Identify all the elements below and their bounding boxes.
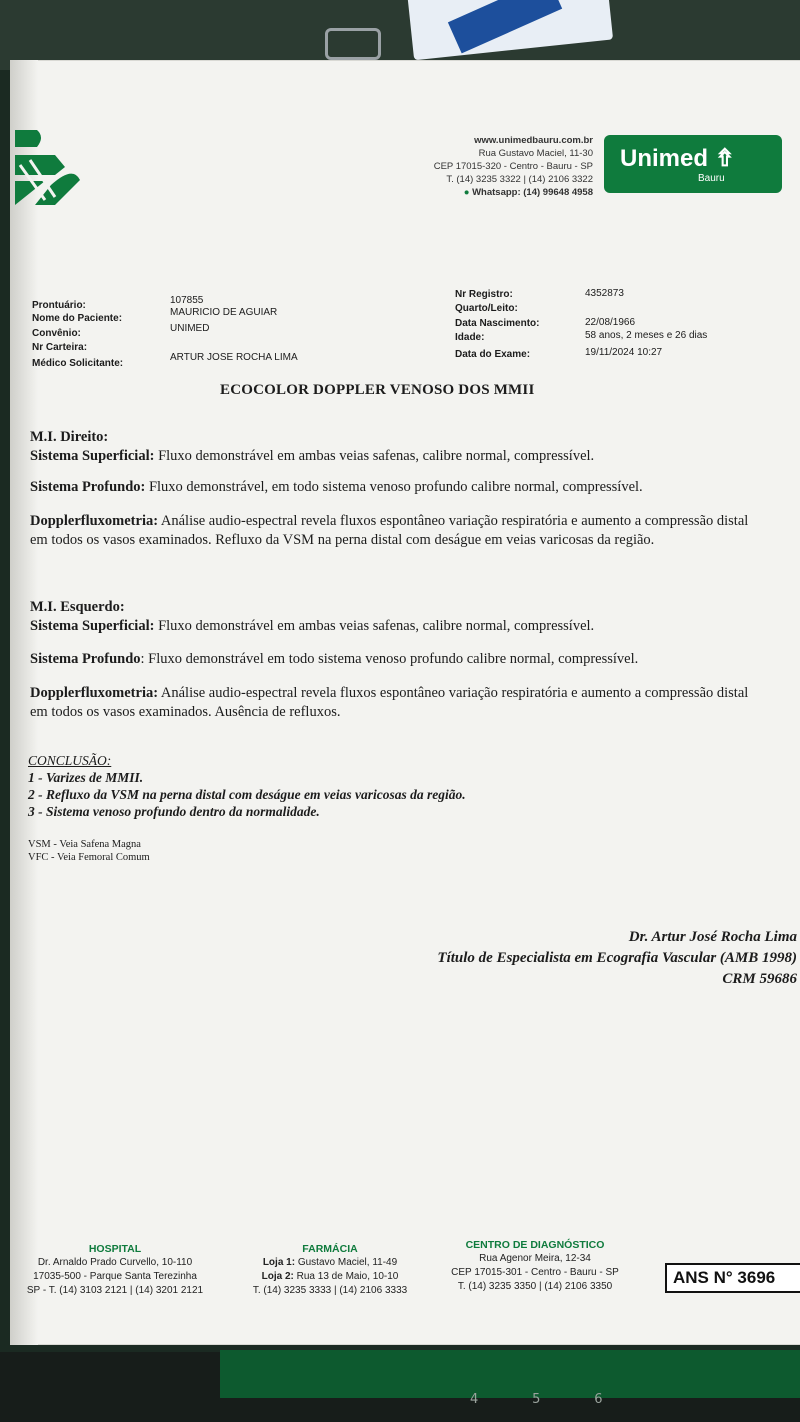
conclusion-heading: CONCLUSÃO: (28, 753, 112, 768)
doctor-title: Título de Especialista em Ecografia Vascular (AMB 1998) (437, 950, 797, 966)
left-deep-system: Sistema Profundo: Fluxo demonstrável em todo sistema venoso profundo calibre normal, compressível. (30, 651, 639, 667)
patient-info-block (10, 60, 800, 380)
header-phones: T. (14) 3235 3322 | (14) 2106 3322 (446, 174, 593, 185)
conclusion-item-2: 2 - Refluxo da VSM na perna distal com deságue em veias varicosas da região. (28, 787, 466, 802)
brand-city: Bauru (698, 173, 725, 184)
convenio-value: UNIMED (170, 323, 210, 334)
right-leg-heading-block (30, 428, 750, 466)
footer-diagnostic-center (435, 1238, 635, 1294)
nome-label: Nome do Paciente: (32, 313, 123, 324)
registro-value: 4352873 (585, 288, 624, 299)
ans-number: ANS N° 3696 (673, 1268, 776, 1287)
idade-value: 58 anos, 2 meses e 26 dias (585, 330, 708, 341)
nome-value: MAURICIO DE AGUIAR (170, 307, 278, 318)
doctor-crm: CRM 59686 (722, 971, 797, 987)
carteira-label: Nr Carteira: (32, 342, 88, 353)
key-6: 6 (594, 1392, 603, 1407)
quarto-label: Quarto/Leito: (455, 303, 518, 314)
pharmacy-line-3: T. (14) 3235 3333 | (14) 2106 3333 (252, 1285, 408, 1296)
pharmacy-title: FARMÁCIA (302, 1243, 358, 1255)
ans-registration-badge (665, 1263, 800, 1293)
pharmacy-line-1: Loja 1: Gustavo Maciel, 11-49 (262, 1257, 398, 1268)
diagnostic-line-2: CEP 17015-301 - Centro - Bauru - SP (451, 1267, 619, 1278)
abbr-vfc: VFC - Veia Femoral Comum (28, 852, 150, 863)
hospital-line-2: 17035-500 - Parque Santa Terezinha (33, 1271, 197, 1282)
header-cep: CEP 17015-320 - Centro - Bauru - SP (433, 161, 593, 172)
left-dopplerfluxometry: Dopplerfluxometria: Análise audio-espectral revela fluxos espontâneo variação respiratória e aumento a compressão distal em todos os vasos examinados. Ausência de refluxos. (30, 685, 749, 720)
prontuario-label: Prontuário: (32, 300, 86, 311)
header-whatsapp: ● Whatsapp: (14) 99648 4958 (463, 187, 593, 198)
idade-label: Idade: (455, 332, 485, 343)
nascimento-value: 22/08/1966 (585, 317, 636, 328)
exame-value: 19/11/2024 10:27 (585, 347, 663, 358)
right-dopplerfluxometry: Dopplerfluxometria: Análise audio-espectral revela fluxos espontâneo variação respiratória e aumento a compressão distal em todos os vasos examinados. Refluxo da VSM na perna distal com deságue em veias varicosas da região. (30, 513, 749, 548)
conclusion-item-1: 1 - Varizes de MMII. (28, 770, 144, 785)
header-website: www.unimedbauru.com.br (474, 135, 593, 146)
exame-label: Data do Exame: (455, 349, 531, 360)
conclusion-item-3: 3 - Sistema venoso profundo dentro da normalidade. (28, 804, 320, 819)
signature-block (437, 927, 797, 990)
pharmacy-line-2: Loja 2: Rua 13 de Maio, 10-10 (261, 1271, 399, 1282)
left-superficial: Sistema Superficial: Fluxo demonstrável em ambas veias safenas, calibre normal, compressível. (30, 618, 595, 634)
brand-name: Unimed ⇮ (620, 145, 735, 172)
green-surface (220, 1350, 800, 1398)
conclusion-block (28, 752, 466, 820)
nascimento-label: Data Nascimento: (455, 318, 540, 329)
left-leg-heading: M.I. Esquerdo: (30, 599, 125, 615)
convenio-label: Convênio: (32, 328, 81, 339)
envelope-print (448, 0, 562, 53)
right-leg-heading: M.I. Direito: (30, 429, 109, 445)
header-street: Rua Gustavo Maciel, 11-30 (478, 148, 593, 159)
key-5: 5 (532, 1392, 541, 1407)
medico-label: Médico Solicitante: (32, 358, 124, 369)
abbr-vsm: VSM - Veia Safena Magna (28, 839, 141, 850)
registro-label: Nr Registro: (455, 289, 513, 300)
doctor-name: Dr. Artur José Rocha Lima (628, 929, 797, 945)
prontuario-value: 107855 (170, 295, 204, 306)
footer-pharmacy (235, 1242, 425, 1298)
hospital-line-3: SP - T. (14) 3103 2121 | (14) 3201 2121 (26, 1285, 204, 1296)
footer-hospital (10, 1242, 220, 1298)
right-superficial: Sistema Superficial: Fluxo demonstrável em ambas veias safenas, calibre normal, compressível. (30, 448, 595, 464)
hospital-title: HOSPITAL (88, 1243, 142, 1255)
abbreviations-legend (28, 838, 150, 864)
diagnostic-center-title: CENTRO DE DIAGNÓSTICO (465, 1239, 605, 1251)
medico-value: ARTUR JOSE ROCHA LIMA (170, 352, 298, 363)
diagnostic-line-3: T. (14) 3235 3350 | (14) 2106 3350 (457, 1281, 613, 1292)
keyboard-keys (470, 1392, 652, 1407)
left-leg-heading-block (30, 598, 750, 636)
whatsapp-icon: ● (463, 187, 470, 198)
report-title: ECOCOLOR DOPPLER VENOSO DOS MMII (220, 382, 535, 398)
brand-tree-icon: ⇮ (714, 145, 735, 172)
right-deep-system: Sistema Profundo: Fluxo demonstrável, em todo sistema venoso profundo calibre normal, compressível. (30, 479, 643, 495)
diagnostic-line-1: Rua Agenor Meira, 12-34 (479, 1253, 591, 1264)
key-4: 4 (470, 1392, 479, 1407)
medical-report-page (10, 60, 800, 1345)
hospital-line-1: Dr. Arnaldo Prado Curvello, 10-110 (37, 1257, 193, 1268)
binder-clip (325, 28, 381, 60)
